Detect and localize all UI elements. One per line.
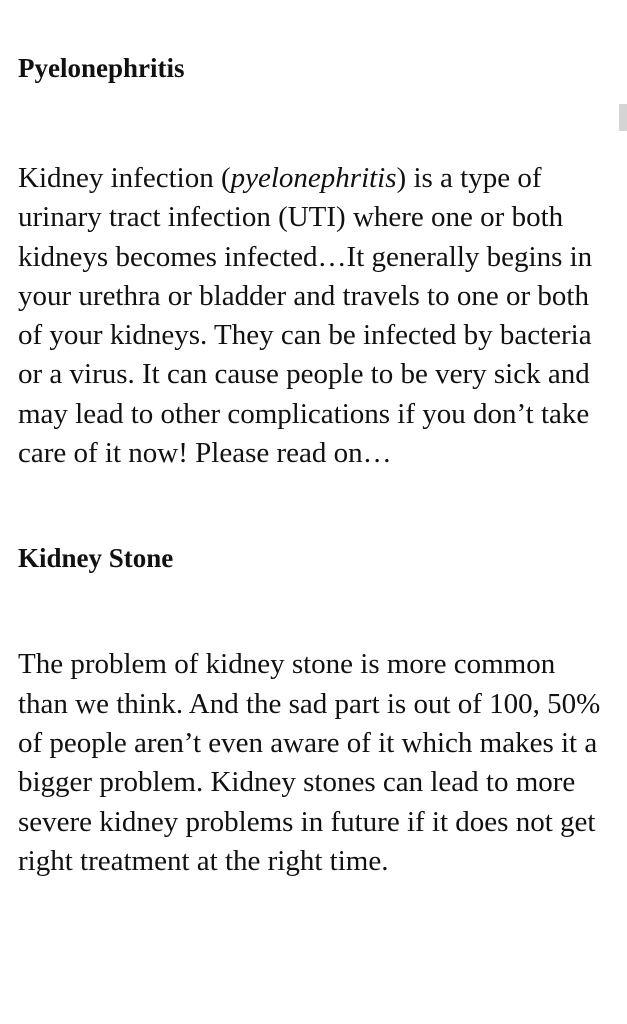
section-heading-pyelonephritis: Pyelonephritis	[18, 53, 185, 83]
section-heading-kidney-stone: Kidney Stone	[18, 543, 174, 574]
article-content	[18, 48, 610, 881]
body-text-start: Kidney infection (	[18, 162, 231, 194]
section-body-pyelonephritis	[18, 159, 610, 473]
body-text-italic-term: pyelonephritis	[230, 162, 397, 194]
body-text-end: ) is a type of urinary tract infection (UTI) where one or both kidneys becomes infected…It generally begins in your urethra or bladder and travels to one or both of your kidneys. They can be infected by bacteria or a virus. It can cause people to be very sick and may lead to other complications if you don’t take care of it now! Please read on…	[18, 162, 593, 470]
scrollbar-thumb[interactable]	[619, 104, 627, 131]
section-body-kidney-stone: The problem of kidney stone is more common than we think. And the sad part is out of 100, 50% of people aren’t even aware of it which makes it a bigger problem. Kidney stones can lead to more severe kidney problems in future if it does not get right treatment at the right time.	[18, 648, 601, 877]
